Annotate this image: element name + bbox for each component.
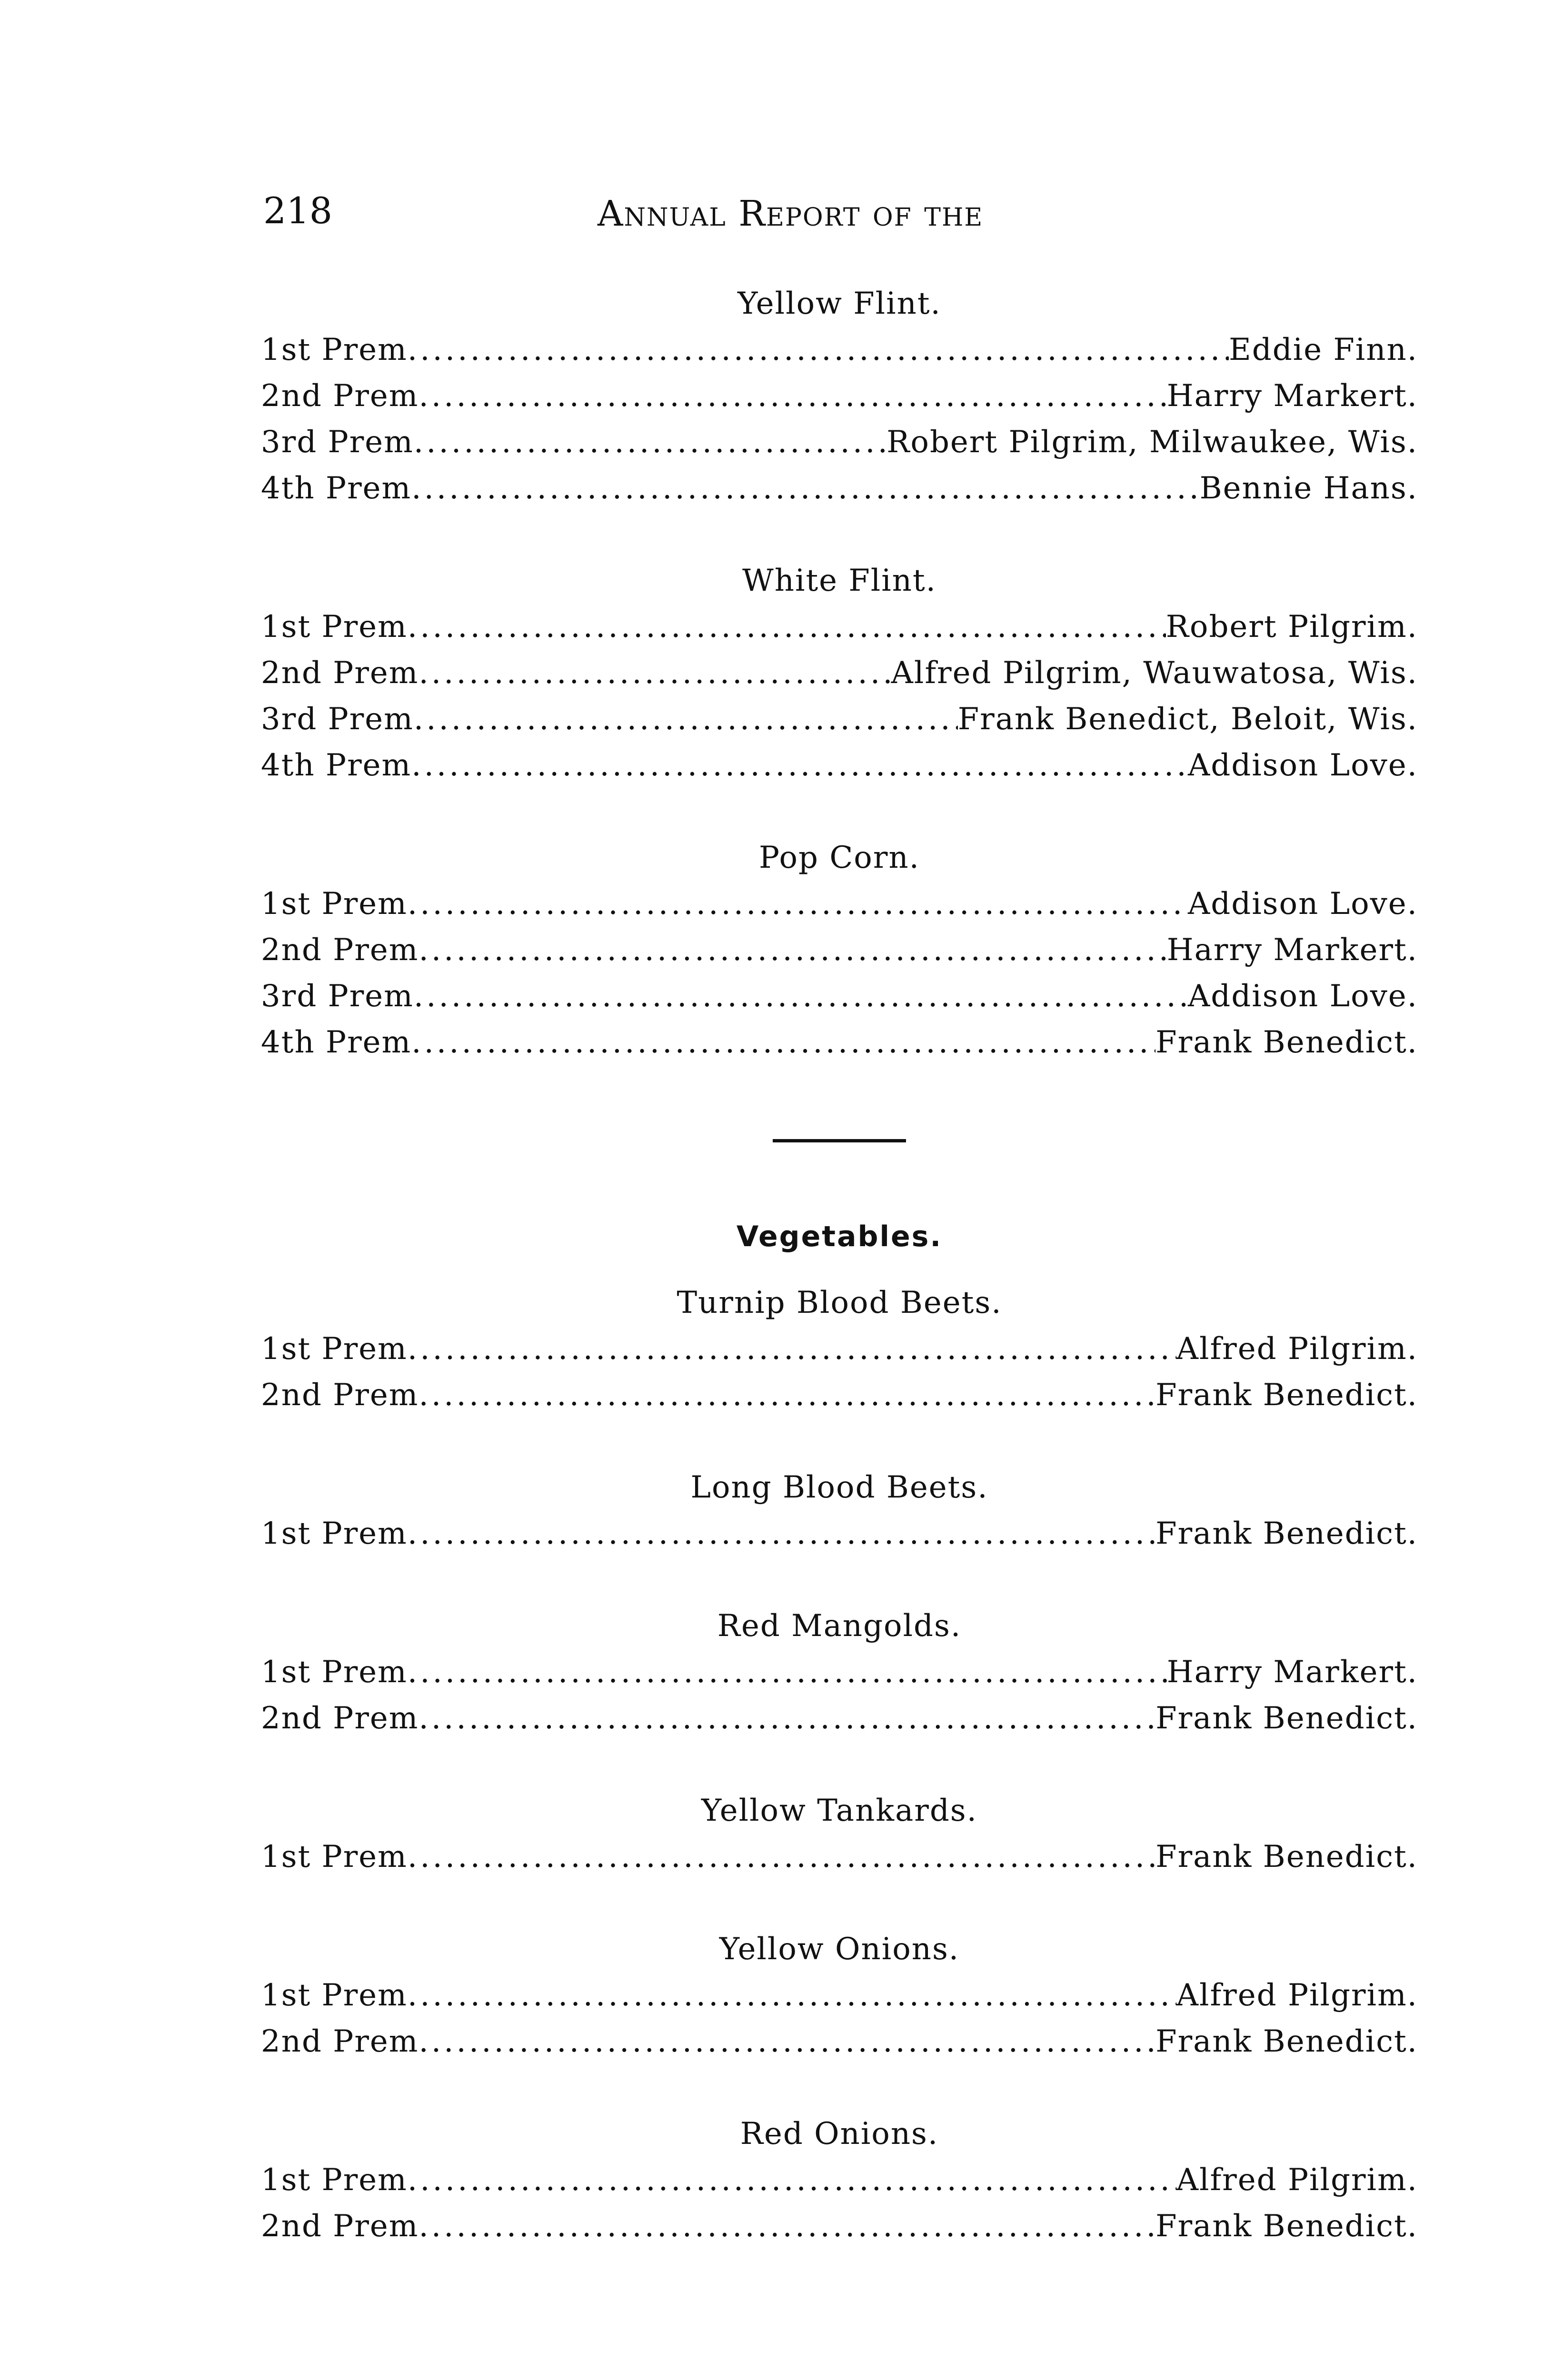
premium-place: 1st Prem <box>261 1978 408 2013</box>
premium-row <box>261 1372 1418 1418</box>
premium-place: 2nd Prem <box>261 378 419 414</box>
premium-winner: Addison Love. <box>1188 979 1418 1014</box>
dot-leader <box>418 650 891 696</box>
section-title: Yellow Onions. <box>719 1932 960 1967</box>
premium-winner: Frank Benedict. <box>1156 2024 1418 2059</box>
dot-leader <box>408 1326 1176 1372</box>
vegetable-sections <box>261 1280 1418 2250</box>
section-spacer <box>261 1880 1418 1926</box>
premium-row <box>261 927 1418 973</box>
premium-winner: Frank Benedict. <box>1156 1516 1418 1551</box>
section-title: Red Mangolds. <box>717 1608 962 1644</box>
page-number: 218 <box>263 189 333 232</box>
section-spacer <box>261 789 1418 835</box>
premium-place: 4th Prem <box>261 471 412 506</box>
running-title-word-annual: Annual <box>598 193 727 234</box>
premium-row <box>261 743 1418 789</box>
running-title-word-report: Report <box>738 193 861 234</box>
premium-winner: Frank Benedict, Beloit, Wis. <box>957 702 1418 737</box>
section-spacer <box>261 1418 1418 1465</box>
premium-row <box>261 466 1418 512</box>
premium-winner: Alfred Pilgrim. <box>1176 1978 1418 2013</box>
premium-place: 2nd Prem <box>261 1378 419 1413</box>
dot-leader <box>408 604 1166 650</box>
premium-place: 3rd Prem <box>261 702 414 737</box>
dot-leader <box>408 2157 1176 2203</box>
premium-winner: Robert Pilgrim, Milwaukee, Wis. <box>887 425 1418 460</box>
premium-row <box>261 973 1418 1020</box>
premium-row <box>261 2157 1418 2203</box>
premium-place: 1st Prem <box>261 1655 408 1690</box>
premium-winner: Harry Markert. <box>1166 1655 1418 1690</box>
premium-place: 1st Prem <box>261 2162 408 2198</box>
premium-place: 4th Prem <box>261 1025 412 1060</box>
premium-row <box>261 2203 1418 2250</box>
dot-leader <box>408 881 1188 927</box>
premium-winner: Alfred Pilgrim. <box>1176 2162 1418 2198</box>
premium-place: 1st Prem <box>261 609 408 645</box>
premium-winner: Frank Benedict. <box>1156 1701 1418 1736</box>
premium-place: 2nd Prem <box>261 1701 419 1736</box>
premium-place: 1st Prem <box>261 1839 408 1874</box>
corn-sections <box>261 281 1418 1066</box>
premium-place: 3rd Prem <box>261 979 414 1014</box>
dot-leader <box>408 1649 1167 1696</box>
dot-leader <box>408 1511 1156 1557</box>
dot-leader <box>408 1973 1176 2019</box>
dot-leader <box>411 466 1199 512</box>
premium-row <box>261 1649 1418 1696</box>
premium-place: 2nd Prem <box>261 2209 419 2244</box>
premium-row <box>261 327 1418 373</box>
premium-row <box>261 1020 1418 1066</box>
section-divider-rule <box>773 1139 906 1142</box>
section-title: Red Onions. <box>740 2116 939 2152</box>
premium-winner: Frank Benedict. <box>1156 1839 1418 1874</box>
premium-row <box>261 419 1418 466</box>
dot-leader <box>418 2203 1156 2250</box>
dot-leader <box>414 419 887 466</box>
dot-leader <box>418 2019 1156 2065</box>
premium-winner: Eddie Finn. <box>1229 332 1418 367</box>
premium-winner: Robert Pilgrim. <box>1166 609 1418 645</box>
premium-place: 1st Prem <box>261 1331 408 1367</box>
premium-row <box>261 1511 1418 1557</box>
section-title: White Flint. <box>742 563 937 598</box>
premium-row <box>261 604 1418 650</box>
premium-winner: Harry Markert. <box>1166 932 1418 968</box>
premium-row <box>261 1696 1418 1742</box>
dot-leader <box>418 373 1166 419</box>
premium-row <box>261 1973 1418 2019</box>
premium-winner: Frank Benedict. <box>1156 1378 1418 1413</box>
premium-place: 1st Prem <box>261 1516 408 1551</box>
dot-leader <box>418 927 1166 973</box>
dot-leader <box>411 743 1188 789</box>
section-title: Pop Corn. <box>759 840 920 875</box>
premium-winner: Harry Markert. <box>1166 378 1418 414</box>
section-title: Long Blood Beets. <box>690 1470 988 1505</box>
section-spacer <box>261 2065 1418 2111</box>
premium-row <box>261 1326 1418 1372</box>
premium-place: 2nd Prem <box>261 655 419 691</box>
section-title: Turnip Blood Beets. <box>677 1285 1002 1320</box>
section-spacer <box>261 512 1418 558</box>
section-title: Yellow Tankards. <box>701 1793 977 1828</box>
premium-row <box>261 2019 1418 2065</box>
dot-leader <box>418 1372 1156 1418</box>
dot-leader <box>418 1696 1156 1742</box>
premium-place: 4th Prem <box>261 748 412 783</box>
premium-place: 1st Prem <box>261 886 408 922</box>
premium-winner: Addison Love. <box>1188 748 1418 783</box>
premium-winner: Alfred Pilgrim, Wauwatosa, Wis. <box>891 655 1418 691</box>
section-spacer <box>261 1742 1418 1788</box>
premium-row <box>261 650 1418 696</box>
running-title <box>598 193 984 234</box>
dot-leader <box>414 973 1188 1020</box>
premium-place: 3rd Prem <box>261 425 414 460</box>
premium-row <box>261 881 1418 927</box>
premium-winner: Frank Benedict. <box>1156 2209 1418 2244</box>
dot-leader <box>414 696 958 743</box>
premium-place: 2nd Prem <box>261 932 419 968</box>
premium-winner: Frank Benedict. <box>1156 1025 1418 1060</box>
premium-winner: Addison Love. <box>1188 886 1418 922</box>
dot-leader <box>408 1834 1156 1880</box>
premium-list <box>261 281 1418 2250</box>
section-spacer <box>261 1557 1418 1603</box>
premium-winner: Alfred Pilgrim. <box>1176 1331 1418 1367</box>
dot-leader <box>408 327 1229 373</box>
premium-place: 1st Prem <box>261 332 408 367</box>
vegetables-heading: Vegetables. <box>736 1220 943 1253</box>
premium-row <box>261 696 1418 743</box>
premium-row <box>261 373 1418 419</box>
running-title-word-of-the: of the <box>873 193 984 234</box>
dot-leader <box>411 1020 1156 1066</box>
premium-winner: Bennie Hans. <box>1199 471 1418 506</box>
premium-place: 2nd Prem <box>261 2024 419 2059</box>
premium-row <box>261 1834 1418 1880</box>
section-title: Yellow Flint. <box>737 286 941 321</box>
